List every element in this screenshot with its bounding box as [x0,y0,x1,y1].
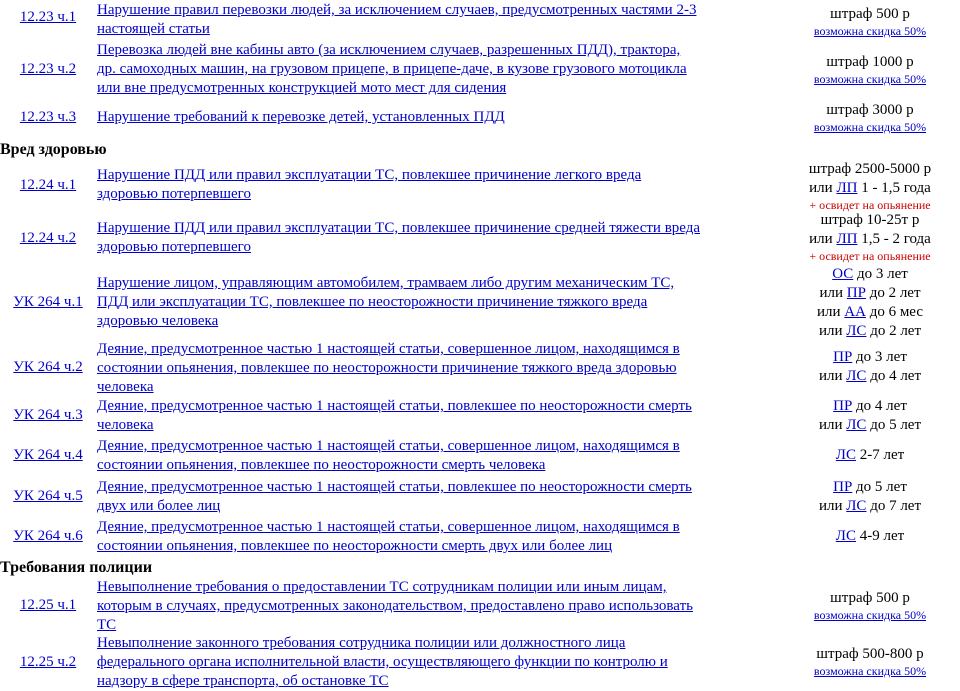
penalty-line [780,284,960,303]
table-row [0,100,960,138]
alt-prefix: или [809,231,837,247]
violation-link[interactable]: здоровью человека [97,313,219,329]
alt-prefix: или [809,180,837,196]
penalty-type-link[interactable]: ЛС [846,368,867,384]
penalty-type-link[interactable]: АА [844,304,866,320]
penalty-line [780,348,960,367]
violation-link[interactable]: которым в случаях, предусмотренных законодательством, предоставлено право использовать [97,598,693,614]
penalty-prefix: или [816,304,845,320]
table-row [0,0,960,38]
violation-link[interactable]: человека [97,379,154,395]
penalty-line [780,497,960,516]
fine-amount: штраф 500-800 р [816,646,924,662]
penalty-prefix: или [819,285,847,301]
penalty-term: до 4 лет [866,368,922,384]
penalty-line [780,397,960,416]
table-row [0,265,960,341]
penalty-line [780,478,960,497]
violation-link[interactable]: надзору в сфере транспорта, об остановке ТС [97,673,389,689]
violation-link[interactable]: двух или более лиц [97,498,221,514]
fine-amount: штраф 10-25т р [820,212,920,228]
violation-link[interactable]: Деяние, предусмотренное частью 1 настоящей статьи, повлекшее по неосторожности смерть [97,398,692,414]
table-row [0,578,960,634]
violation-link[interactable]: федерального органа исполнительной власти, осуществляющего функции по контролю и [97,654,668,670]
violation-link[interactable]: Нарушение ПДД или правил эксплуатации ТС, повлекшее причинение средней тяжести вреда [97,220,701,236]
violation-link[interactable]: настоящей статьи [97,21,210,37]
sobriety-test-note: + освидет на опьянение [809,249,931,263]
violation-link[interactable]: или вне предусмотренных конструкцией мото мест для сидения [97,80,507,96]
penalty-type-link[interactable]: ЛС [846,498,867,514]
fine-amount: штраф 500 р [830,590,910,606]
article-code-link[interactable]: 12.25 ч.2 [19,654,77,670]
penalty-type-link[interactable]: ПР [833,349,853,365]
penalty-type-link[interactable]: ПР [833,398,853,414]
table-row [0,213,960,265]
table-row [0,437,960,477]
violation-link[interactable]: состоянии опьянения, повлекшее по неосторожности смерть двух или более лиц [97,538,613,554]
fine-amount: штраф 2500-5000 р [808,161,932,177]
penalty-line [780,303,960,322]
violation-link[interactable]: Деяние, предусмотренное частью 1 настоящей статьи, совершенное лицом, находящимся в [97,341,680,357]
violation-link[interactable]: Деяние, предусмотренное частью 1 настоящей статьи, совершенное лицом, находящимся в [97,519,680,535]
article-code-link[interactable]: 12.24 ч.1 [19,177,77,193]
penalty-prefix: или [818,498,847,514]
table-row [0,340,960,398]
alt-term: 1,5 - 2 года [857,231,931,247]
penalty-prefix: или [818,417,847,433]
violation-link[interactable]: Нарушение ПДД или правил эксплуатации ТС, повлекшее причинение легкого вреда [97,167,642,183]
article-code-link[interactable]: УК 264 ч.4 [13,447,83,463]
table-row [0,397,960,437]
violation-link[interactable]: Перевозка людей вне кабины авто (за исключением случаев, разрешенных ПДД), трактора, [97,42,681,58]
article-code-link[interactable]: 12.25 ч.1 [19,597,77,613]
penalty-line [780,527,960,546]
violation-link[interactable]: Нарушение правил перевозки людей, за исключением случаев, предусмотренных частями 2-3 [97,2,697,18]
article-code-link[interactable]: 12.24 ч.2 [19,230,77,246]
penalty-term: 4-9 лет [855,528,905,544]
section-heading-health: Вред здоровью [0,141,107,158]
penalty-term: до 7 лет [866,498,922,514]
alt-term: 1 - 1,5 года [857,180,931,196]
discount-link[interactable]: возможна скидка 50% [813,664,927,678]
penalty-term: до 4 лет [852,398,907,414]
alt-penalty [780,230,960,249]
penalty-line [780,416,960,435]
penalty-term: до 2 лет [866,323,922,339]
table-row [0,160,960,212]
violation-link[interactable]: состоянии опьянения, повлекшее по неосторожности причинение тяжкого вреда здоровью [97,360,677,376]
table-row [0,518,960,558]
article-code-link[interactable]: УК 264 ч.3 [13,407,83,423]
violation-link[interactable]: Деяние, предусмотренное частью 1 настоящей статьи, повлекшее по неосторожности смерть [97,479,692,495]
penalty-type-link[interactable]: ЛС [846,417,867,433]
article-code-link[interactable]: УК 264 ч.2 [13,359,83,375]
penalty-type-link[interactable]: ПР [833,479,853,495]
sobriety-test-note: + освидет на опьянение [809,198,931,212]
table-row [0,478,960,518]
penalty-term: до 3 лет [852,349,907,365]
violation-link[interactable]: Невыполнение законного требования сотрудника полиции или должностного лица [97,635,626,651]
discount-link[interactable]: возможна скидка 50% [813,24,927,38]
discount-link[interactable]: возможна скидка 50% [813,120,927,134]
penalty-term: до 2 лет [865,285,921,301]
penalty-type-link[interactable]: ЛС [835,447,856,463]
penalty-term: до 5 лет [866,417,922,433]
license-deprivation-link[interactable]: ЛП [836,231,858,247]
penalty-line [780,446,960,465]
violation-link[interactable]: Нарушение требований к перевозке детей, установленных ПДД [97,109,505,125]
violation-link[interactable]: др. самоходных машин, на грузовом прицепе, в прицепе-даче, в кузове грузового мотоцикла [97,61,687,77]
alt-penalty [780,179,960,198]
table-row [0,40,960,98]
penalty-prefix: или [818,368,847,384]
violation-link[interactable]: состоянии опьянения, повлекшее по неосторожности смерть человека [97,457,546,473]
penalty-type-link[interactable]: ЛС [846,323,867,339]
penalty-line [780,367,960,386]
discount-link[interactable]: возможна скидка 50% [813,608,927,622]
violation-link[interactable]: Деяние, предусмотренное частью 1 настоящей статьи, совершенное лицом, находящимся в [97,438,680,454]
violation-link[interactable]: здоровью потерпевшего [97,186,251,202]
violation-link[interactable]: здоровью потерпевшего [97,239,251,255]
penalty-type-link[interactable]: ПР [846,285,866,301]
penalty-term: до 6 мес [865,304,924,320]
violation-link[interactable]: человека [97,417,154,433]
license-deprivation-link[interactable]: ЛП [836,180,858,196]
table-row [0,634,960,690]
penalty-type-link[interactable]: ОС [832,266,854,282]
penalty-line [780,265,960,284]
article-code-link[interactable]: 12.23 ч.2 [19,61,77,77]
penalty-type-link[interactable]: ЛС [835,528,856,544]
article-code-link[interactable]: УК 264 ч.5 [13,488,83,504]
article-code-link[interactable]: УК 264 ч.1 [13,294,83,310]
violation-link[interactable]: ТС [97,617,117,633]
penalty-term: до 5 лет [852,479,907,495]
article-code-link[interactable]: 12.23 ч.3 [19,109,77,125]
fine-amount: штраф 1000 р [826,54,914,70]
fine-amount: штраф 500 р [830,6,910,22]
section-heading-police: Требования полиции [0,559,153,576]
violation-link[interactable]: ПДД или эксплуатации ТС, повлекшее по неосторожности причинение тяжкого вреда [97,294,648,310]
penalty-prefix: или [818,323,847,339]
discount-link[interactable]: возможна скидка 50% [813,72,927,86]
penalty-line [780,322,960,341]
article-code-link[interactable]: УК 264 ч.6 [13,528,83,544]
penalty-term: до 3 лет [853,266,908,282]
fine-amount: штраф 3000 р [826,102,914,118]
article-code-link[interactable]: 12.23 ч.1 [19,9,77,25]
penalty-term: 2-7 лет [855,447,905,463]
violation-link[interactable]: Невыполнение требования о предоставлении ТС сотрудникам полиции или иным лицам, [97,579,667,595]
violation-link[interactable]: Нарушение лицом, управляющим автомобилем, трамваем либо другим механическим ТС, [97,275,675,291]
